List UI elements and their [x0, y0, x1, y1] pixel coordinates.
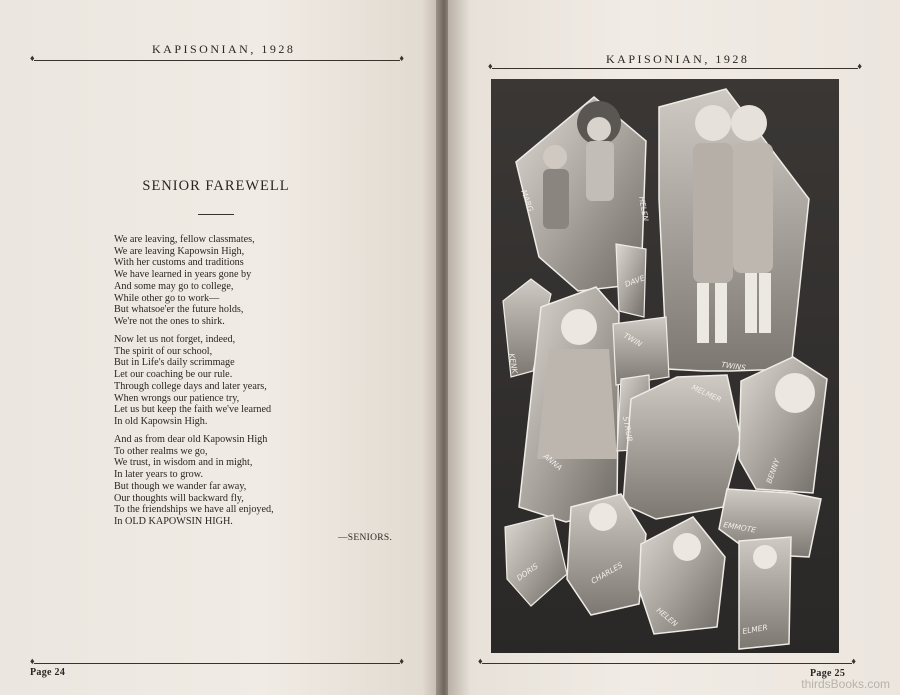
child-face	[543, 145, 567, 169]
photo-label: TWIN	[622, 330, 644, 349]
photo-label: DORIS	[514, 561, 540, 583]
poem-line: Let our coaching be our rule.	[114, 369, 233, 381]
photo-label: DAVE	[623, 273, 646, 289]
photo-label: HELEN	[654, 605, 680, 629]
photo-label: TWINS	[720, 360, 747, 373]
photo-label: STRUB	[621, 415, 635, 443]
title-rule	[198, 214, 234, 215]
child-body	[543, 169, 569, 229]
poem-line: In OLD KAPOWSIN HIGH.	[114, 515, 233, 527]
poem-line: With her customs and traditions	[114, 257, 244, 269]
header-rule	[34, 60, 400, 61]
baby-face	[775, 373, 815, 413]
baby-face	[673, 533, 701, 561]
photo-label: MARG	[519, 188, 536, 213]
twin-face	[731, 105, 767, 141]
poem-line: While other go to work—	[114, 292, 220, 304]
poem-line: And as from dear old Kapowsin High	[114, 434, 268, 445]
child-dress	[537, 349, 617, 459]
twin-leg	[759, 273, 771, 333]
poem-line: We are leaving Kapowsin High,	[114, 245, 245, 257]
poem-line: To other realms we go,	[114, 445, 208, 457]
poem-line: But whatsoe'er the future holds,	[114, 304, 244, 316]
twin-leg	[745, 273, 757, 333]
photo-label: BENNY	[764, 457, 782, 485]
child-body	[586, 141, 614, 201]
photo-label: CHARLES	[589, 560, 625, 586]
poem-signature: —SENIORS.	[338, 533, 393, 543]
poem-line: To the friendships we have all enjoyed,	[114, 504, 274, 516]
twin-leg	[715, 283, 727, 343]
poem-line: When wrongs our patience try,	[114, 392, 240, 404]
photo-label: KENK	[507, 352, 520, 375]
twin-face	[695, 105, 731, 141]
poem-stanza-1	[114, 234, 255, 328]
poem-line: Our thoughts will backward fly,	[114, 492, 244, 504]
watermark: thirdsBooks.com	[801, 677, 890, 691]
twin-body	[733, 143, 773, 273]
photo-label: HELEN	[637, 195, 651, 222]
poem-line: We're not the ones to shirk.	[114, 315, 225, 327]
photo-label: MELMER	[690, 382, 723, 405]
girl-face	[753, 545, 777, 569]
photo-twin	[613, 317, 669, 385]
page-number: Page 25	[810, 668, 846, 679]
poem-line: Let us but keep the faith we've learned	[114, 404, 272, 416]
poem-line: We are leaving, fellow classmates,	[114, 234, 255, 245]
footer-rule	[482, 663, 852, 664]
photo-melmer	[623, 375, 741, 519]
child-face	[587, 117, 611, 141]
poem-line: But though we wander far away,	[114, 480, 247, 492]
photo-label: ANNA	[541, 451, 564, 473]
twin-leg	[697, 283, 709, 343]
poem-line: Through college days and later years,	[114, 380, 267, 392]
footer-rule	[34, 663, 400, 664]
poem-line: We trust, in wisdom and in might,	[114, 457, 253, 469]
photo-label: EMMOTE	[722, 520, 757, 535]
header-rule	[492, 68, 858, 69]
poem-line: The spirit of our school,	[114, 345, 213, 357]
baby-photo-collage	[491, 79, 839, 653]
poem-line: In later years to grow.	[114, 469, 204, 481]
poem-line: In old Kapowsin High.	[114, 415, 208, 427]
poem-line: We have learned in years gone by	[114, 269, 252, 281]
left-page	[0, 0, 440, 695]
page-number: Page 24	[30, 667, 66, 678]
poem-stanza-2	[114, 334, 271, 428]
child-face	[561, 309, 597, 345]
running-header: KAPISONIAN, 1928	[606, 52, 750, 66]
poem-title: SENIOR FAREWELL	[142, 178, 290, 194]
baby-face	[589, 503, 617, 531]
twin-body	[693, 143, 733, 283]
poem-stanza-3	[114, 434, 274, 528]
poem-line: Now let us not forget, indeed,	[114, 334, 236, 345]
poem-line: And some may go to college,	[114, 280, 234, 292]
running-header: KAPISONIAN, 1928	[152, 42, 296, 56]
poem-line: But in Life's daily scrimmage	[114, 357, 235, 369]
photo-label: ELMER	[741, 622, 769, 636]
